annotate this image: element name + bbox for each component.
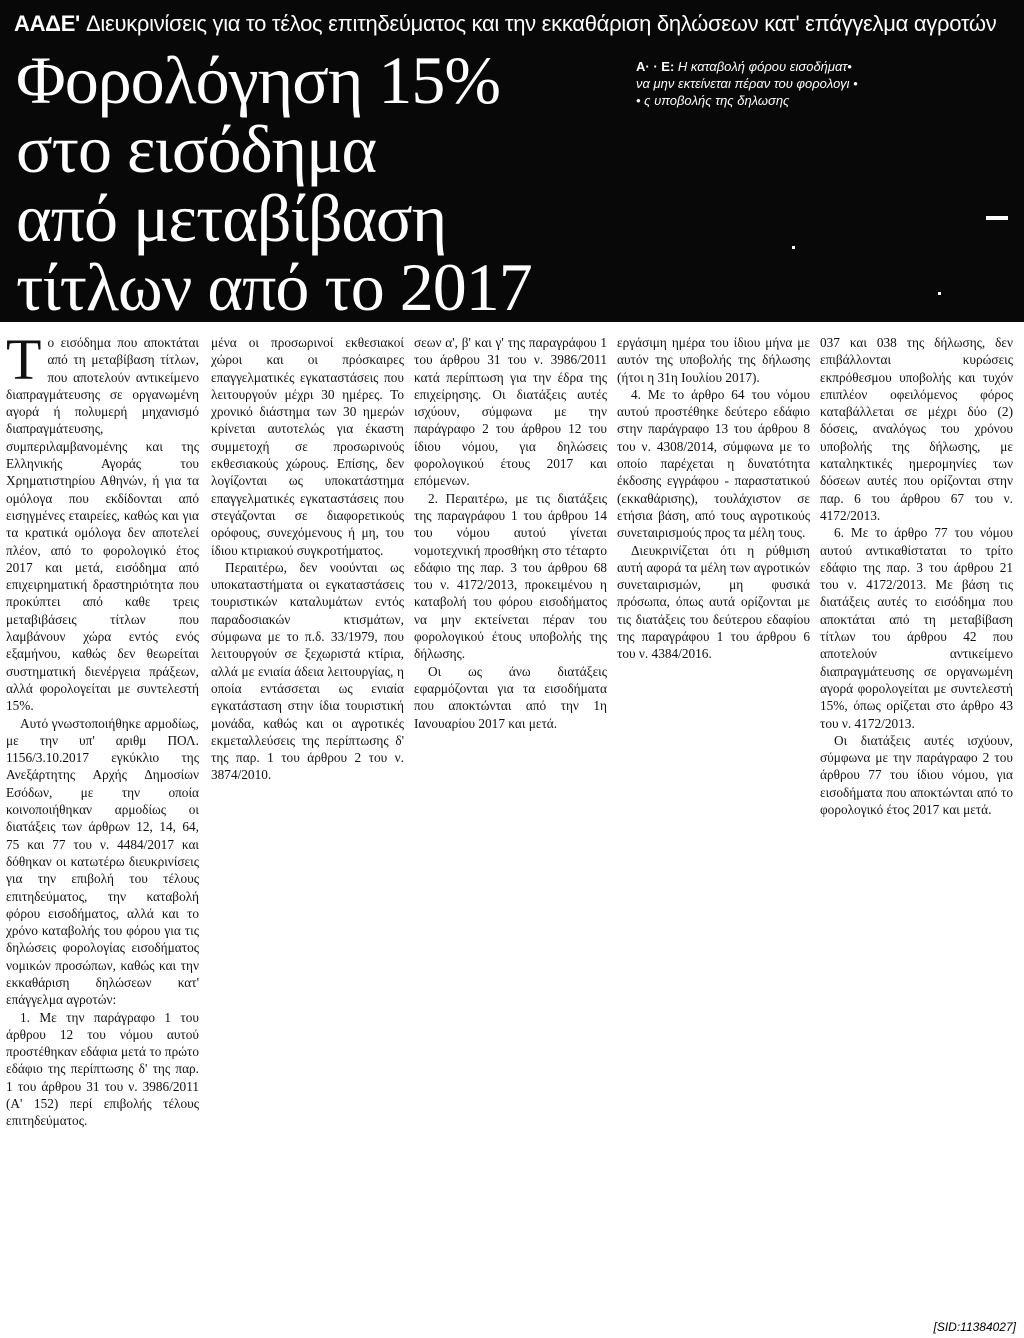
headline-line: από μεταβίβαση [16, 180, 447, 256]
paragraph: μένα οι προσωρινοί εκθεσιακοί χώροι και οι πρόσκαιρες επαγγελματικές εγκαταστάσεις που λειτουργούν μέχρι 30 ημέρες. Το χρονικό διάστημα των 30 ημερών κρίνεται αυτοτελώς για έκαστη συμμετοχή σε προσωρινούς εκθεσιακούς χώρους. Επίσης, δεν λογίζονται ως υποκατάστημα επαγγελματικές εγκαταστάσεις που στεγάζονται σε διαφορετικούς ορόφους, συνεχόμενους ή μη, του ίδιου κτιριακού συγκροτήματος. [211, 335, 404, 558]
headline-line: στο εισόδημα [16, 111, 377, 187]
paragraph: εργάσιμη ημέρα του ίδιου μήνα με αυτόν της υποβολής της δήλωσης (ήτοι η 31η Ιουλίου 2017). [617, 335, 810, 385]
article-column [820, 334, 1013, 1304]
paragraph: Διευκρινίζεται ότι η ρύθμιση αυτή αφορά τα μέλη των αγροτικών συνεταιρισμών, μη φυσικά πρόσωπα, όπως αυτά ορίζονται με τις διατάξεις του δεύτερου εδαφίου της παραγράφου 1 του άρθρου 6 του ν. 4384/2016. [617, 542, 810, 662]
header-banner [0, 0, 1024, 322]
paragraph: ο εισόδημα που αποκτάται από τη μεταβίβαση τίτλων, που αποτελούν αντικείμενο διαπραγμάτευσης σε οργανωμένη αγορά ή πολυμερή μηχανισμό διαπραγμάτευσης, συμπεριλαμβανομένης και της Ελληνικής Αγοράς του Χρηματιστηρίου Αθηνών, ή για τα ομόλογα που εκδίδονται από εισηγμένες εταιρείες, καθώς και για τα κρατικά ομόλογα δεν αποτελεί πλέον, από το φορολογικό έτος 2017 και μετά, εισόδημα από επιχειρηματική δραστηριότητα που προκύπτει από καθε τρεις μεταβιβάσεις τίτλων που λαμβάνουν χώρα εντός ενός εξαμήνου, καθώς δεν θεωρείται συστηματική διενέργεια πράξεων, αλλά φορολογείται με συντελεστή 15%. [6, 335, 199, 714]
article-column [6, 334, 199, 1330]
print-speck [792, 246, 795, 249]
headline [16, 42, 616, 322]
kicker-text: Διευκρινίσεις για το τέλος επιτηδεύματος και την εκκαθάριση δηλώσεων κατ' επάγγελμα αγροτών [86, 11, 997, 36]
paragraph: σεων α', β' και γ' της παραγράφου 1 του άρθρου 31 του ν. 3986/2011 κατά περίπτωση για την έδρα της επιχείρησης. Οι διατάξεις αυτές ισχύουν, σύμφωνα με την παράγραφο 2 του άρθρου 12 του ίδιου νόμου, για δηλώσεις φορολογικού έτους 2017 και επόμενων. [414, 335, 607, 489]
headline-line: Φορολόγηση 15% [16, 42, 501, 118]
kicker [14, 10, 1014, 38]
print-speck [938, 292, 941, 295]
paragraph: Αυτό γνωστοποιήθηκε αρμοδίως, με την υπ' αριθμ ΠΟΛ. 1156/3.10.2017 εγκύκλιο της Ανεξάρτητης Αρχής Δημοσίων Εσόδων, με την οποία κοινοποιήθηκαν αρμοδίως οι διατάξεις των άρθρων 12, 14, 64, 75 και 77 του ν. 4484/2017 και δόθηκαν οι κατωτέρω διευκρινίσεις για την επιβολή του τέλους επιτηδεύματος, την καταβολή φόρου εισοδήματος, αλλά και το χρόνο καταβολής του φόρου για τις δηλώσεις φορολογίας εισοδήματος νομικών προσώπων, καθώς και την εκκαθάριση δηλώσεων κατ' επάγγελμα αγροτών: [6, 715, 199, 1008]
sid-code: [SID:11384027] [933, 1320, 1016, 1334]
sidebar-quote [636, 58, 1006, 109]
sidebar-label: Α· · Ε: [636, 59, 675, 74]
paragraph: 2. Περαιτέρω, με τις διατάξεις της παραγράφου 1 του άρθρου 14 του νόμου αυτού γίνεται νομοτεχνική προσθήκη στο τέταρτο εδάφιο της παρ. 3 του άρθρου 68 του ν. 4172/2013, προκειμένου η καταβολή του φόρου εισοδήματος να μην εκτείνεται πέραν του φορολογικού έτους υποβολής της δήλωσης. [414, 490, 607, 662]
kicker-label: ΑΑΔΕ' [14, 11, 80, 36]
sidebar-line: Α· · Ε: Η καταβολή φόρου εισοδήματ• [636, 59, 852, 74]
dropcap: Τ [6, 334, 42, 392]
print-speck [986, 216, 1008, 220]
paragraph: 037 και 038 της δήλωσης, δεν επιβάλλονται κυρώσεις εκπρόθεσμου υποβολής και τυχόν επιπλέον οφειλόμενος φόρος καταβάλλεται σε μέχρι δύο (2) δόσεις, αναλόγως του χρόνου υποβολής της δήλωσης, με καταληκτικές ημερομηνίες των δόσεων αυτές που ορίζονται στην παρ. 6 του άρθρου 67 του ν. 4172/2013. [820, 335, 1013, 523]
sidebar-line: • ς υποβολής της δηλωσης [636, 93, 790, 108]
paragraph: 6. Με το άρθρο 77 του νόμου αυτού αντικαθίσταται το τρίτο εδάφιο της παρ. 3 του άρθρου 21 του ν. 4172/2013. Με βάση τις διατάξεις αυτές το εισόδημα που αποκτάται από τη μεταβίβαση τίτλων του άρθρου 42 που αποτελούν αντικείμενο διαπραγμάτευσης σε οργανωμένη αγορά φορολογείται με συντελεστή 15%, όπως ορίζεται στο άρθρο 43 του ν. 4172/2013. [820, 525, 1013, 731]
article-column [617, 334, 810, 1330]
paragraph: 1. Με την παράγραφο 1 του άρθρου 12 του νόμου αυτού προστέθηκαν εδάφια μετά το πρώτο εδάφιο της περίπτωσης δ' της παρ. 1 του άρθρου 31 του ν. 3986/2011 (Α' 152) περί επιβολής τέλους επιτηδεύματος. [6, 1009, 199, 1129]
paragraph: Οι διατάξεις αυτές ισχύουν, σύμφωνα με την παράγραφο 2 του άρθρου 77 του ίδιου νόμου, για εισοδήματα που αποκτώνται από το φορολογικό έτος 2017 και μετά. [820, 732, 1013, 818]
headline-line: τίτλων από το 2017 [16, 249, 532, 322]
sidebar-line: να μην εκτείνεται πέραν του φορολογι • [636, 76, 858, 91]
article-column [211, 334, 404, 1330]
paragraph: 4. Με το άρθρο 64 του νόμου αυτού προστέθηκε δεύτερο εδάφιο στην παράγραφο 13 του άρθρου 8 του ν. 4308/2014, σύμφωνα με το οποίο παρέχεται η δυνατότητα έκδοσης εγγράφου - παραστατικού (εκκαθάρισης), τουλάχιστον σε ετήσια βάση, από τους αγροτικούς συνεταιρισμούς προς τα μέλη τους. [617, 386, 810, 541]
article-body [0, 334, 1024, 1338]
paragraph: Οι ως άνω διατάξεις εφαρμόζονται για τα εισοδήματα που αποκτώνται από την 1η Ιανουαρίου 2017 και μετά. [414, 663, 607, 731]
article-column [414, 334, 607, 1330]
paragraph: Περαιτέρω, δεν νοούνται ως υποκαταστήματα οι εγκαταστάσεις τουριστικών καταλυμάτων εντός παραδοσιακών κτισμάτων, σύμφωνα με το π.δ. 33/1979, που λειτουργούν σε ξεχωριστά κτίρια, αλλά με ενιαία άδεια λειτουργίας, η οποία εντάσσεται ως ενιαία εγκατάσταση στην ίδια τουριστική μονάδα, καθώς και οι αγροτικές εκμεταλλεύσεις της περίπτωσης δ' της παρ. 1 του άρθρου 2 του ν. 3874/2010. [211, 559, 404, 783]
